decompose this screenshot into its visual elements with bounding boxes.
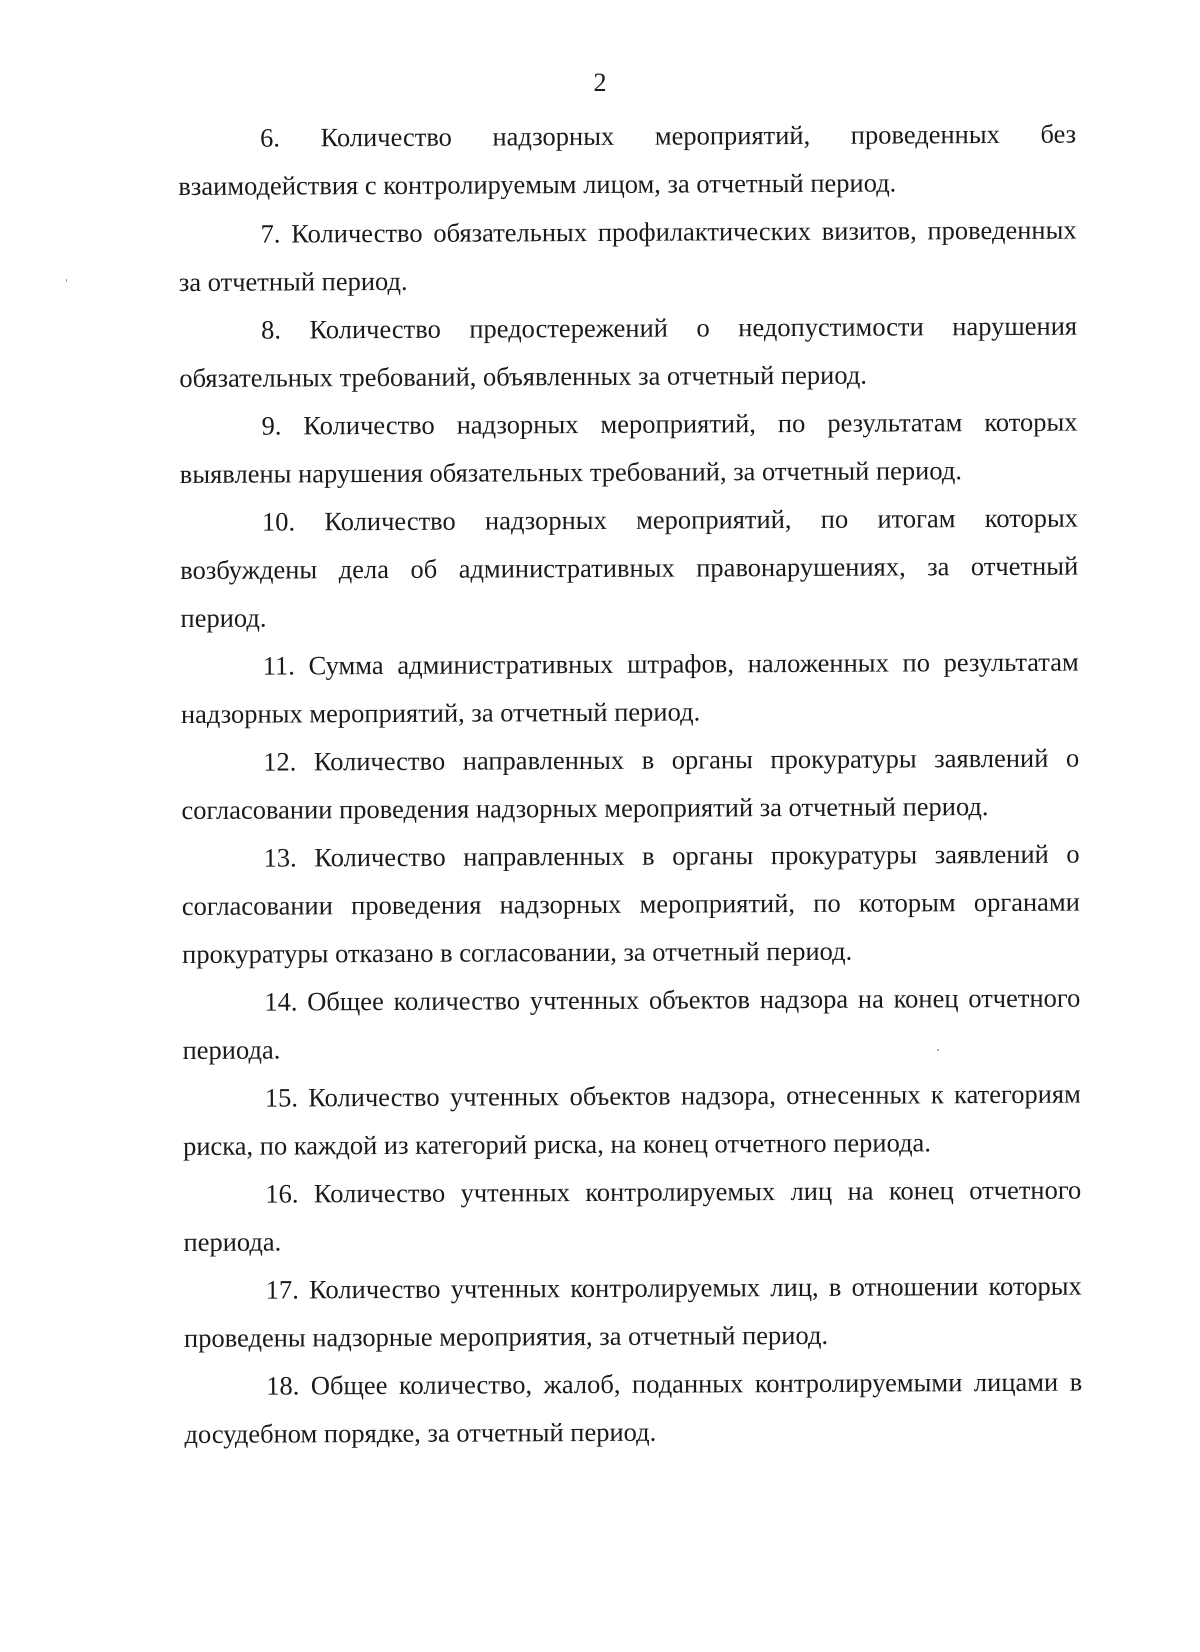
list-item-13: 13. Количество направленных в органы прокуратуры заявлений о согласовании проведения надзорных мероприятий, по которым органами прокуратуры отказано в согласовании, за отчетный период. [181,838,1080,969]
list-item-11: 11. Сумма административных штрафов, наложенных по результатам надзорных мероприятий, за отчетный период. [180,646,1079,729]
list-item-12: 12. Количество направленных в органы прокуратуры заявлений о согласовании проведения надзорных мероприятий за отчетный период. [181,742,1080,825]
document-body [178,110,1083,1458]
scan-speck [66,279,67,282]
page-number: 2 [593,68,607,97]
list-item-7: 7. Количество обязательных профилактических визитов, проведенных за отчетный период. [178,214,1077,297]
list-item-10: 10. Количество надзорных мероприятий, по итогам которых возбуждены дела об административных правонарушениях, за отчетный период. [180,502,1079,633]
scan-speck [937,1049,939,1051]
list-item-8: 8. Количество предостережений о недопустимости нарушения обязательных требований, объявленных за отчетный период. [179,310,1078,393]
list-item-16: 16. Количество учтенных контролируемых лиц на конец отчетного периода. [183,1174,1082,1257]
list-item-15: 15. Количество учтенных объектов надзора, отнесенных к категориям риска, по каждой из категорий риска, на конец отчетного периода. [182,1078,1081,1161]
list-item-18: 18. Общее количество, жалоб, поданных контролируемыми лицами в досудебном порядке, за отчетный период. [184,1366,1083,1449]
list-item-17: 17. Количество учтенных контролируемых лиц, в отношении которых проведены надзорные мероприятия, за отчетный период. [183,1270,1082,1353]
list-item-9: 9. Количество надзорных мероприятий, по результатам которых выявлены нарушения обязательных требований, за отчетный период. [179,406,1078,489]
list-item-6: 6. Количество надзорных мероприятий, проведенных без взаимодействия с контролируемым лицом, за отчетный период. [178,118,1077,201]
list-item-14: 14. Общее количество учтенных объектов надзора на конец отчетного периода. [182,982,1081,1065]
